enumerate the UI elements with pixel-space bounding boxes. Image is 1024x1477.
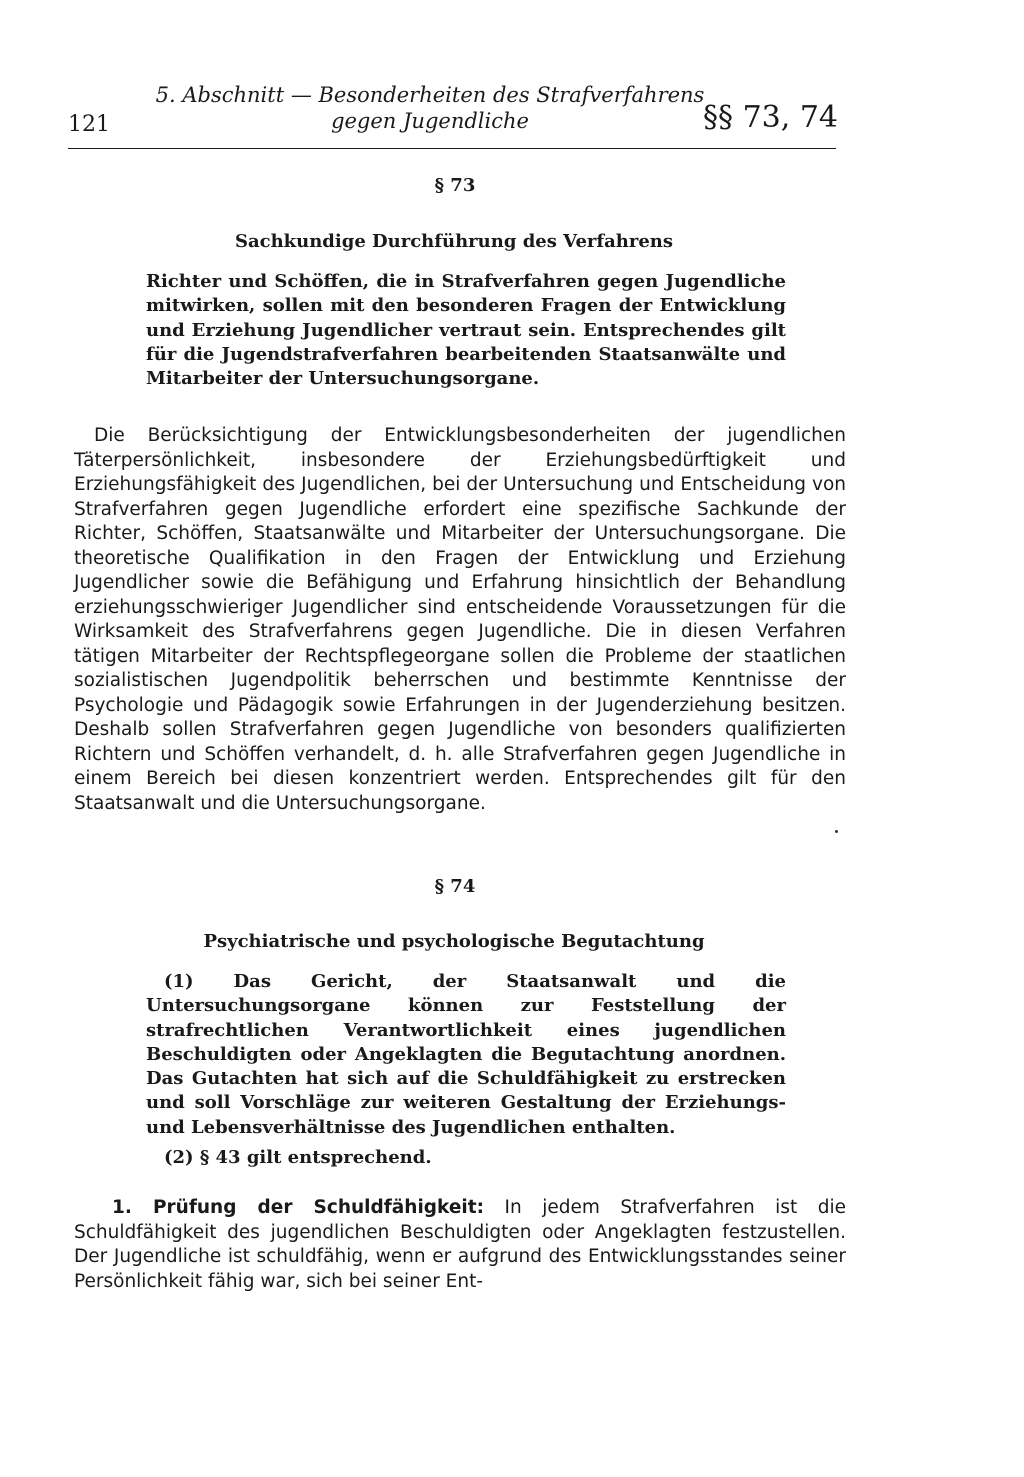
- section-73-statute-text: Richter und Schöffen, die in Strafverfahren gegen Jugendliche mitwirken, sollen mit den besonderen Fragen der Entwicklung und Erziehung Jugendlicher vertraut sein. Entsprechendes gilt für die Jugendstrafverfahren bearbeitenden Staatsanwälte und Mitarbeiter der Untersuchungsorgane.: [146, 271, 786, 390]
- section-reference: §§ 73, 74: [703, 100, 838, 135]
- page-number: 121: [68, 112, 110, 137]
- section-74-title: Psychiatrische und psychologische Begutachtung: [203, 931, 705, 952]
- section-74-commentary: [74, 1196, 846, 1294]
- section-73-commentary-text: Die Berücksichtigung der Entwicklungsbesonderheiten der jugendlichen Täterpersönlichkeit, insbesondere der Erziehungsbedürftigkeit und Erziehungsfähigkeit des Jugendlichen, bei der Untersuchung und Entscheidung von Strafverfahren gegen Jugendliche erfordert eine spezifische Sachkunde der Richter, Schöffen, Staatsanwälte und Mitarbeiter der Untersuchungsorgane. Die theoretische Qualifikation in den Fragen der Entwicklung und Erziehung Jugendlicher sowie die Befähigung und Erfahrung hinsichtlich der Behandlung erziehungsschwieriger Jugendlicher sind entscheidende Voraussetzungen für die Wirksamkeit des Strafverfahrens gegen Jugendliche. Die in diesen Verfahren tätigen Mitarbeiter der Rechtspflegeorgane sollen die Probleme der staatlichen sozialistischen Jugendpolitik beherrschen und bestimmte Kenntnisse der Psychologie und Pädagogik sowie Erfahrungen in der Jugenderziehung besitzen. Deshalb sollen Strafverfahren gegen Jugendliche von besonders qualifizierten Richtern und Schöffen verhandelt, d. h. alle Strafverfahren gegen Jugendliche in einem Bereich bei diesen konzentriert werden. Entsprechendes gilt für den Staatsanwalt und die Untersuchungsorgane.: [74, 425, 846, 814]
- section-74-statute-paragraph-1: (1) Das Gericht, der Staatsanwalt und die Untersuchungsorgane können zur Feststellung der strafrechtlichen Verantwortlichkeit eines jugendlichen Beschuldigten oder Angeklagten die Begutachtung anordnen. Das Gutachten hat sich auf die Schuldfähigkeit zu erstrecken und soll Vorschläge zur weiteren Gestaltung der Erziehungs- und Lebensverhältnisse des Jugendlichen enthalten.: [146, 971, 786, 1138]
- section-74-commentary-paragraph: [74, 1196, 846, 1294]
- section-74-commentary-heading: 1. Prüfung der Schuldfähigkeit:: [112, 1197, 484, 1218]
- section-73-title: Sachkundige Durchführung des Verfahrens: [234, 231, 674, 252]
- section-74-statute-paragraph-2: (2) § 43 gilt entsprechend.: [164, 1147, 432, 1169]
- section-73-commentary: [74, 424, 846, 816]
- running-head-line-2: gegen Jugendliche: [331, 109, 529, 133]
- running-head: [150, 82, 710, 134]
- section-74-mark: § 74: [434, 876, 476, 897]
- header-rule: [68, 148, 836, 149]
- section-73-statute: [146, 270, 786, 391]
- section-73-mark: § 73: [434, 175, 476, 196]
- section-74-statute: [146, 970, 786, 1170]
- print-speck: [835, 830, 838, 833]
- running-head-line-1: 5. Abschnitt — Besonderheiten des Strafverfahrens: [155, 83, 705, 107]
- section-74-commentary-text: In jedem Strafverfahren ist die Schuldfähigkeit des jugendlichen Beschuldigten oder Angeklagten festzustellen. Der Jugendliche ist schuldfähig, wenn er aufgrund des Entwicklungsstandes seiner Persönlichkeit fähig war, sich bei seiner Ent-: [74, 1197, 847, 1292]
